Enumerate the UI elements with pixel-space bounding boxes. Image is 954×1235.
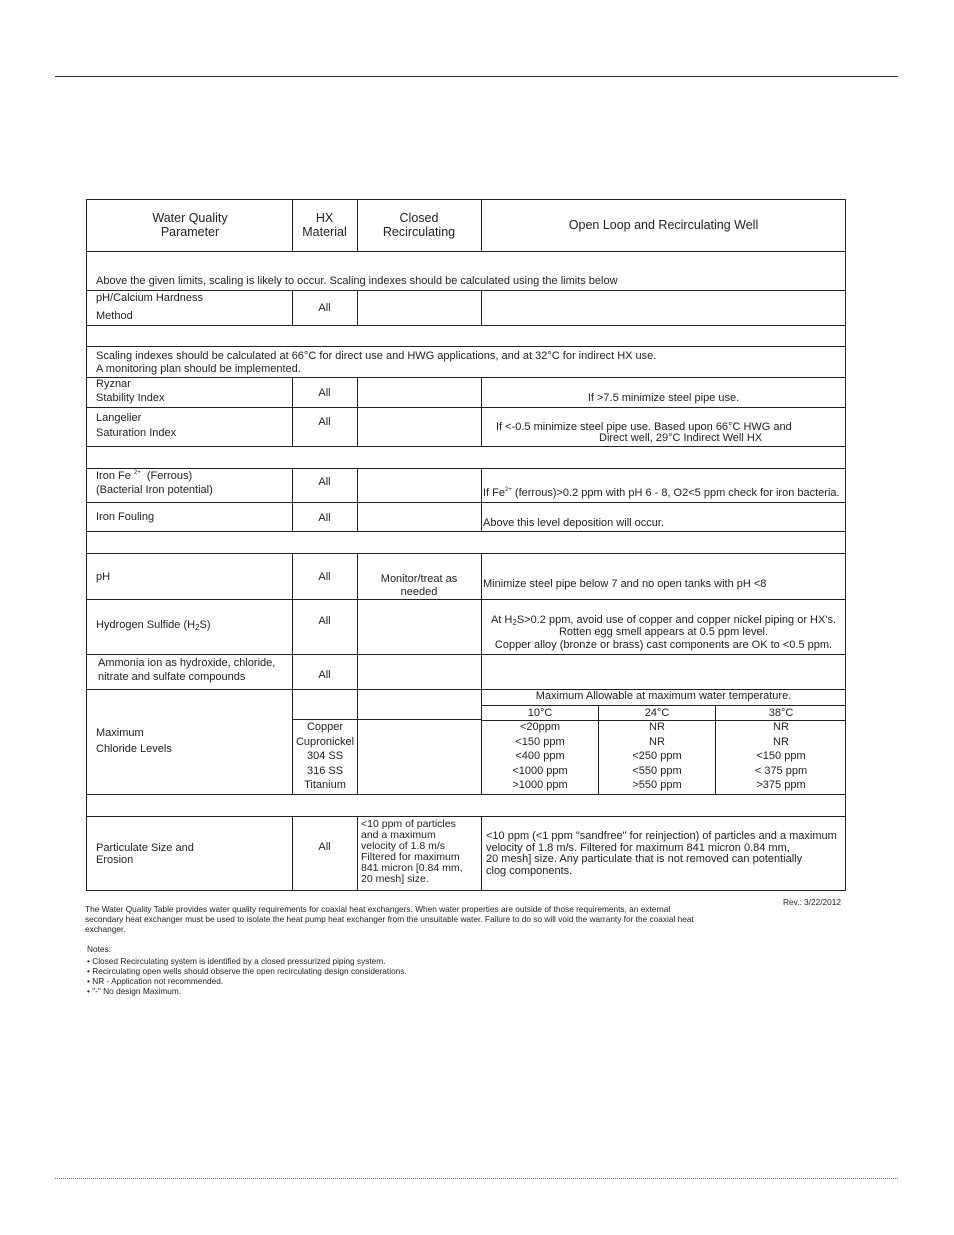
param-iron-ferrous: Iron Fe $^{2+}$ (Ferrous) [96, 470, 193, 482]
temp-10: 10°C [527, 707, 553, 719]
closed-ph: Monitor/treat as needed [380, 573, 458, 598]
param-iron-fouling: Iron Fouling [96, 511, 155, 523]
header-parameter: Water Quality Parameter [152, 211, 228, 239]
open-h2s-3: Copper alloy (bronze or brass) cast components are OK to <0.5 ppm. [494, 639, 833, 651]
param-h2s: Hydrogen Sulfide $(H_2S)$ [96, 619, 211, 632]
param-iron-ferrous-2: (Bacterial Iron potential) [96, 484, 213, 496]
hx-ph: All [318, 571, 331, 583]
row-divider [86, 531, 846, 532]
col-divider [481, 290, 482, 326]
hx-ryznar: All [318, 387, 331, 399]
row-divider [86, 599, 846, 600]
temp-24: 24°C [644, 707, 670, 719]
col-divider [357, 816, 358, 891]
chloride-38c-values: NR NR <150 ppm < 375 ppm >375 ppm [754, 721, 808, 791]
row-divider [86, 325, 846, 326]
row-divider [86, 468, 846, 469]
param-ryznar-2: Stability Index [96, 392, 165, 404]
col-divider [481, 816, 482, 891]
param-ph-calcium: pH/Calcium Hardness [96, 292, 203, 304]
col-divider [357, 290, 358, 326]
notes-title: Notes: [87, 944, 111, 954]
row-divider [86, 816, 846, 817]
material-list: Copper Cupronickel 304 SS 316 SS Titanium [295, 721, 355, 791]
bottom-rule [55, 1178, 898, 1179]
open-iron-fouling: Above this level deposition will occur. [483, 517, 664, 529]
hx-particulate: All [318, 841, 331, 853]
open-langelier: If <-0.5 minimize steel pipe use. Based upon 66°C HWG and [496, 421, 792, 433]
scaling-intro: Above the given limits, scaling is likely to occur. Scaling indexes should be calculated using the limits below [96, 275, 618, 287]
row-divider [86, 794, 846, 795]
note-item: • NR - Application not recommended. [87, 976, 224, 986]
row-divider [86, 553, 846, 554]
open-h2s: At $H_2S>0.2$ ppm, avoid use of copper and copper nickel piping or HX's. [490, 614, 836, 627]
row-divider [86, 502, 846, 503]
closed-particulate: <10 ppm of particles and a maximum velocity of 1.8 m/s Filtered for maximum 841 micron [0.84 mm, 20 mesh] size. [361, 818, 463, 885]
table-description: The Water Quality Table provides water quality requirements for coaxial heat exchangers. When water properties are outside of those requirements, an external secondary heat exchanger must be used to isolate the heat pump heat exchanger from the unsuitable water. Failure to do so will void the warranty for the coaxial heat exchanger. [85, 904, 694, 934]
hx-iron-fouling: All [318, 512, 331, 524]
open-ryznar: If >7.5 minimize steel pipe use. [587, 392, 740, 404]
hx-ph-calcium: All [318, 302, 331, 314]
param-particulate-2: Erosion [96, 854, 134, 866]
param-langelier-2: Saturation Index [96, 427, 177, 439]
row-divider [86, 407, 846, 408]
param-particulate: Particulate Size and [96, 842, 194, 854]
revision-date: Rev.: 3/22/2012 [783, 897, 841, 907]
index-intro: Scaling indexes should be calculated at 66°C for direct use and HWG applications, and at 32°C for indirect HX use. [96, 350, 657, 362]
param-ph-calcium-method: Method [96, 310, 133, 322]
param-chloride-2: Chloride Levels [96, 743, 172, 755]
param-langelier: Langelier [96, 412, 142, 424]
temp-38: 38°C [768, 707, 794, 719]
col-divider [357, 377, 358, 447]
note-item: • Recirculating open wells should observe the open recirculating design considerations. [87, 966, 407, 976]
chloride-heading: Maximum Allowable at maximum water temperature. [535, 690, 792, 702]
col-divider [357, 468, 358, 532]
header-hx-material: HX Material [302, 211, 347, 239]
row-divider [86, 346, 846, 347]
note-item: • Closed Recirculating system is identified by a closed pressurized piping system. [87, 956, 386, 966]
index-intro-2: A monitoring plan should be implemented. [96, 363, 301, 375]
notes-list [87, 956, 407, 996]
col-divider [481, 377, 482, 447]
row-divider [86, 251, 846, 252]
open-ph: Minimize steel pipe below 7 and no open tanks with pH <8 [483, 578, 767, 590]
note-item: • "-" No design Maximum. [87, 986, 182, 996]
top-rule [55, 76, 898, 77]
param-chloride: Maximum [96, 727, 144, 739]
chloride-10c-values: <20ppm <150 ppm <400 ppm <1000 ppm >1000 ppm [512, 721, 568, 791]
row-divider [86, 377, 846, 378]
row-divider [86, 654, 846, 655]
param-ph: pH [96, 571, 111, 583]
open-iron-ferrous: If $Fe^{2+}$ (ferrous)>0.2 ppm with pH 6 - 8, O2<5 ppm check for iron bacteria. [483, 487, 840, 499]
hx-ammonia: All [318, 669, 331, 681]
chloride-24c-values: NR NR <250 ppm <550 ppm >550 ppm [632, 721, 682, 791]
header-open-loop: Open Loop and Recirculating Well [568, 218, 759, 232]
open-h2s-2: Rotten egg smell appears at 0.5 ppm level. [558, 626, 769, 638]
open-particulate: <10 ppm (<1 ppm "sandfree" for reinjection) of particles and a maximum velocity of 1.8 m/s. Filtered for maximum 841 micron 0.84 mm, 20 mesh] size. Any particulate that is not removed can potentially clog components. [486, 830, 837, 877]
param-ammonia-2: nitrate and sulfate compounds [98, 671, 246, 683]
hx-langelier: All [318, 416, 331, 428]
hx-iron-ferrous: All [318, 476, 331, 488]
open-langelier-2: Direct well, 29°C Indirect Well HX [599, 432, 763, 444]
row-divider [86, 446, 846, 447]
header-closed-recirculating: Closed Recirculating [382, 211, 456, 239]
param-ryznar: Ryznar [96, 378, 131, 390]
param-ammonia: Ammonia ion as hydroxide, chloride, [98, 657, 276, 669]
hx-h2s: All [318, 615, 331, 627]
